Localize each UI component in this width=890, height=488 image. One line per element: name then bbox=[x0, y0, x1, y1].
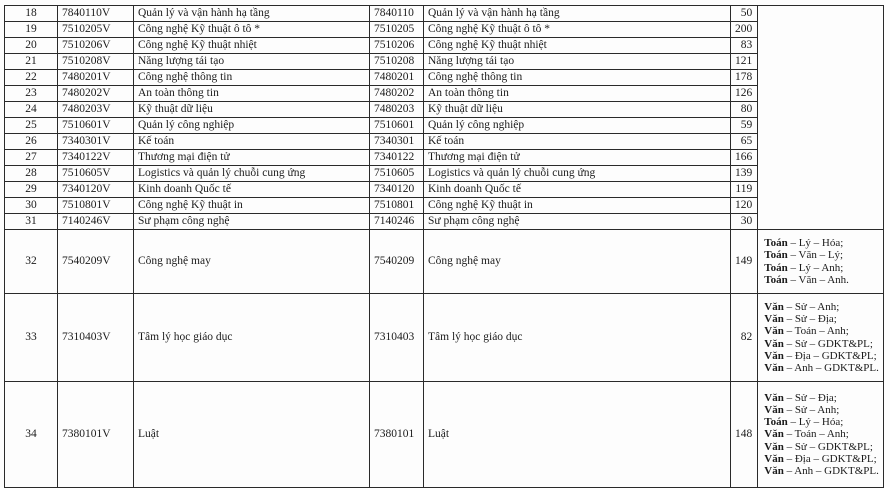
table-body bbox=[5, 6, 884, 488]
combo-first-subject: Văn bbox=[764, 325, 784, 338]
row-major-name-standard: Công nghệ Kỹ thuật nhiệt bbox=[424, 38, 731, 54]
row-code-standard: 7510208 bbox=[370, 54, 424, 70]
row-major-name-standard: An toàn thông tin bbox=[424, 86, 731, 102]
row-major-name-standard: Sư phạm công nghệ bbox=[424, 214, 731, 230]
combo-first-subject: Toán bbox=[764, 416, 788, 429]
row-stt: 31 bbox=[5, 214, 58, 230]
row-quota: 30 bbox=[731, 214, 758, 230]
table-row bbox=[5, 166, 884, 182]
row-stt: 33 bbox=[5, 294, 58, 382]
row-major-name-standard: Luật bbox=[424, 382, 731, 488]
combo-line bbox=[764, 428, 879, 440]
row-stt: 30 bbox=[5, 198, 58, 214]
row-major-name: Tâm lý học giáo dục bbox=[134, 294, 370, 382]
combo-line bbox=[764, 416, 879, 428]
table-row bbox=[5, 118, 884, 134]
row-stt: 28 bbox=[5, 166, 58, 182]
combo-first-subject: Văn bbox=[764, 391, 784, 404]
admission-table bbox=[4, 5, 884, 488]
row-major-name: Công nghệ Kỹ thuật nhiệt bbox=[134, 38, 370, 54]
row-major-name: Luật bbox=[134, 382, 370, 488]
combo-first-subject: Toán bbox=[764, 249, 788, 262]
combo-first-subject: Văn bbox=[764, 313, 784, 326]
combo-cell-empty bbox=[758, 6, 884, 230]
row-quota: 126 bbox=[731, 86, 758, 102]
row-quota: 178 bbox=[731, 70, 758, 86]
subject-combinations bbox=[758, 230, 884, 294]
row-code: 7840110V bbox=[58, 6, 134, 22]
row-code-standard: 7840110 bbox=[370, 6, 424, 22]
combo-first-subject: Văn bbox=[764, 337, 784, 350]
combo-rest: – Sử – GDKT&PL; bbox=[783, 440, 873, 453]
row-quota: 121 bbox=[731, 54, 758, 70]
table-row bbox=[5, 38, 884, 54]
row-quota: 65 bbox=[731, 134, 758, 150]
combo-rest: – Anh – GDKT&PL. bbox=[783, 465, 879, 477]
row-quota: 120 bbox=[731, 198, 758, 214]
table-row bbox=[5, 198, 884, 214]
table-row bbox=[5, 70, 884, 86]
row-stt: 23 bbox=[5, 86, 58, 102]
combo-first-subject: Văn bbox=[764, 361, 784, 374]
row-major-name: Kế toán bbox=[134, 134, 370, 150]
table-row bbox=[5, 134, 884, 150]
combo-line bbox=[764, 453, 879, 465]
row-major-name-standard: Logistics và quản lý chuỗi cung ứng bbox=[424, 166, 731, 182]
row-quota: 83 bbox=[731, 38, 758, 54]
combo-rest: – Lý – Hóa; bbox=[787, 237, 844, 250]
combo-line bbox=[764, 313, 879, 325]
combo-rest: – Sử – GDKT&PL; bbox=[783, 337, 873, 350]
table-row bbox=[5, 182, 884, 198]
combo-first-subject: Văn bbox=[764, 349, 784, 362]
combo-rest: – Sử – Địa; bbox=[783, 391, 837, 404]
row-stt: 20 bbox=[5, 38, 58, 54]
row-code-standard: 7340120 bbox=[370, 182, 424, 198]
row-major-name: Kinh doanh Quốc tế bbox=[134, 182, 370, 198]
combo-rest: – Địa – GDKT&PL; bbox=[783, 452, 877, 465]
row-quota: 119 bbox=[731, 182, 758, 198]
row-major-name: Quản lý và vận hành hạ tầng bbox=[134, 6, 370, 22]
combo-rest: – Lý – Anh; bbox=[787, 261, 844, 274]
row-code-standard: 7510205 bbox=[370, 22, 424, 38]
row-code: 7310403V bbox=[58, 294, 134, 382]
combo-line bbox=[764, 350, 879, 362]
row-major-name: Công nghệ Kỹ thuật ô tô * bbox=[134, 22, 370, 38]
row-major-name-standard: Kinh doanh Quốc tế bbox=[424, 182, 731, 198]
row-stt: 29 bbox=[5, 182, 58, 198]
table-row bbox=[5, 214, 884, 230]
row-code-standard: 7510801 bbox=[370, 198, 424, 214]
row-major-name-standard: Quản lý và vận hành hạ tầng bbox=[424, 6, 731, 22]
combo-rest: – Địa – GDKT&PL; bbox=[783, 349, 877, 362]
row-major-name-standard: Công nghệ Kỹ thuật ô tô * bbox=[424, 22, 731, 38]
row-quota: 80 bbox=[731, 102, 758, 118]
row-code-standard: 7540209 bbox=[370, 230, 424, 294]
row-quota: 139 bbox=[731, 166, 758, 182]
row-quota: 59 bbox=[731, 118, 758, 134]
combo-first-subject: Văn bbox=[764, 465, 784, 477]
row-code-standard: 7340301 bbox=[370, 134, 424, 150]
row-major-name-standard: Công nghệ thông tin bbox=[424, 70, 731, 86]
combo-first-subject: Toán bbox=[764, 237, 788, 250]
row-major-name: Công nghệ Kỹ thuật in bbox=[134, 198, 370, 214]
table-row-combo bbox=[5, 382, 884, 488]
row-major-name: Công nghệ thông tin bbox=[134, 70, 370, 86]
row-quota: 166 bbox=[731, 150, 758, 166]
combo-rest: – Anh – GDKT&PL. bbox=[783, 361, 879, 374]
row-major-name: Kỹ thuật dữ liệu bbox=[134, 102, 370, 118]
row-code: 7510605V bbox=[58, 166, 134, 182]
row-code-standard: 7480203 bbox=[370, 102, 424, 118]
combo-line bbox=[764, 301, 879, 313]
combo-first-subject: Toán bbox=[764, 273, 788, 286]
combo-first-subject: Văn bbox=[764, 428, 784, 441]
row-code: 7510208V bbox=[58, 54, 134, 70]
combo-line bbox=[764, 325, 879, 337]
row-major-name-standard: Công nghệ Kỹ thuật in bbox=[424, 198, 731, 214]
row-major-name: Logistics và quản lý chuỗi cung ứng bbox=[134, 166, 370, 182]
row-stt: 34 bbox=[5, 382, 58, 488]
table-row bbox=[5, 54, 884, 70]
row-major-name-standard: Quản lý công nghiệp bbox=[424, 118, 731, 134]
row-code: 7480203V bbox=[58, 102, 134, 118]
row-code-standard: 7380101 bbox=[370, 382, 424, 488]
combo-line bbox=[764, 237, 879, 249]
row-code-standard: 7480202 bbox=[370, 86, 424, 102]
row-code-standard: 7140246 bbox=[370, 214, 424, 230]
row-major-name-standard: Công nghệ may bbox=[424, 230, 731, 294]
row-major-name-standard: Thương mại điện tử bbox=[424, 150, 731, 166]
table-row-combo bbox=[5, 230, 884, 294]
row-code: 7340120V bbox=[58, 182, 134, 198]
combo-rest: – Sử – Anh; bbox=[783, 403, 840, 416]
combo-first-subject: Văn bbox=[764, 440, 784, 453]
combo-first-subject: Văn bbox=[764, 403, 784, 416]
row-code: 7510206V bbox=[58, 38, 134, 54]
row-code: 7510801V bbox=[58, 198, 134, 214]
combo-first-subject: Văn bbox=[764, 300, 784, 313]
subject-combinations bbox=[758, 382, 884, 488]
row-code-standard: 7480201 bbox=[370, 70, 424, 86]
row-quota: 148 bbox=[731, 382, 758, 488]
row-code: 7480202V bbox=[58, 86, 134, 102]
combo-line bbox=[764, 404, 879, 416]
row-stt: 25 bbox=[5, 118, 58, 134]
subject-combinations bbox=[758, 294, 884, 382]
table-row bbox=[5, 102, 884, 118]
row-major-name-standard: Kế toán bbox=[424, 134, 731, 150]
row-major-name: Quản lý công nghiệp bbox=[134, 118, 370, 134]
row-code: 7340301V bbox=[58, 134, 134, 150]
row-quota: 149 bbox=[731, 230, 758, 294]
combo-line bbox=[764, 441, 879, 453]
row-major-name: An toàn thông tin bbox=[134, 86, 370, 102]
row-major-name-standard: Kỹ thuật dữ liệu bbox=[424, 102, 731, 118]
row-major-name: Công nghệ may bbox=[134, 230, 370, 294]
combo-line bbox=[764, 465, 879, 477]
combo-rest: – Sử – Địa; bbox=[783, 313, 837, 326]
combo-line bbox=[764, 362, 879, 374]
row-code: 7480201V bbox=[58, 70, 134, 86]
row-stt: 26 bbox=[5, 134, 58, 150]
combo-rest: – Toán – Anh; bbox=[783, 428, 849, 441]
row-code: 7380101V bbox=[58, 382, 134, 488]
combo-rest: – Lý – Hóa; bbox=[787, 416, 844, 429]
table-row bbox=[5, 86, 884, 102]
row-major-name: Năng lượng tái tạo bbox=[134, 54, 370, 70]
row-stt: 18 bbox=[5, 6, 58, 22]
row-quota: 82 bbox=[731, 294, 758, 382]
combo-line bbox=[764, 338, 879, 350]
combo-rest: – Văn – Anh. bbox=[787, 273, 849, 286]
row-stt: 24 bbox=[5, 102, 58, 118]
combo-first-subject: Toán bbox=[764, 261, 788, 274]
row-major-name-standard: Năng lượng tái tạo bbox=[424, 54, 731, 70]
combo-line bbox=[764, 392, 879, 404]
row-code-standard: 7340122 bbox=[370, 150, 424, 166]
table-row bbox=[5, 22, 884, 38]
row-stt: 27 bbox=[5, 150, 58, 166]
row-code: 7510601V bbox=[58, 118, 134, 134]
row-quota: 50 bbox=[731, 6, 758, 22]
row-code: 7510205V bbox=[58, 22, 134, 38]
combo-rest: – Sử – Anh; bbox=[783, 300, 840, 313]
row-stt: 21 bbox=[5, 54, 58, 70]
combo-rest: – Văn – Lý; bbox=[787, 249, 844, 262]
row-stt: 32 bbox=[5, 230, 58, 294]
table-row-combo bbox=[5, 294, 884, 382]
combo-line bbox=[764, 249, 879, 261]
row-code: 7540209V bbox=[58, 230, 134, 294]
row-code: 7340122V bbox=[58, 150, 134, 166]
row-code-standard: 7510601 bbox=[370, 118, 424, 134]
row-major-name: Sư phạm công nghệ bbox=[134, 214, 370, 230]
row-code: 7140246V bbox=[58, 214, 134, 230]
combo-first-subject: Văn bbox=[764, 452, 784, 465]
row-code-standard: 7510206 bbox=[370, 38, 424, 54]
row-major-name: Thương mại điện tử bbox=[134, 150, 370, 166]
combo-rest: – Toán – Anh; bbox=[783, 325, 849, 338]
combo-line bbox=[764, 262, 879, 274]
row-stt: 19 bbox=[5, 22, 58, 38]
row-quota: 200 bbox=[731, 22, 758, 38]
table-row bbox=[5, 150, 884, 166]
row-major-name-standard: Tâm lý học giáo dục bbox=[424, 294, 731, 382]
combo-line bbox=[764, 274, 879, 286]
row-code-standard: 7310403 bbox=[370, 294, 424, 382]
row-code-standard: 7510605 bbox=[370, 166, 424, 182]
table-row bbox=[5, 6, 884, 22]
row-stt: 22 bbox=[5, 70, 58, 86]
